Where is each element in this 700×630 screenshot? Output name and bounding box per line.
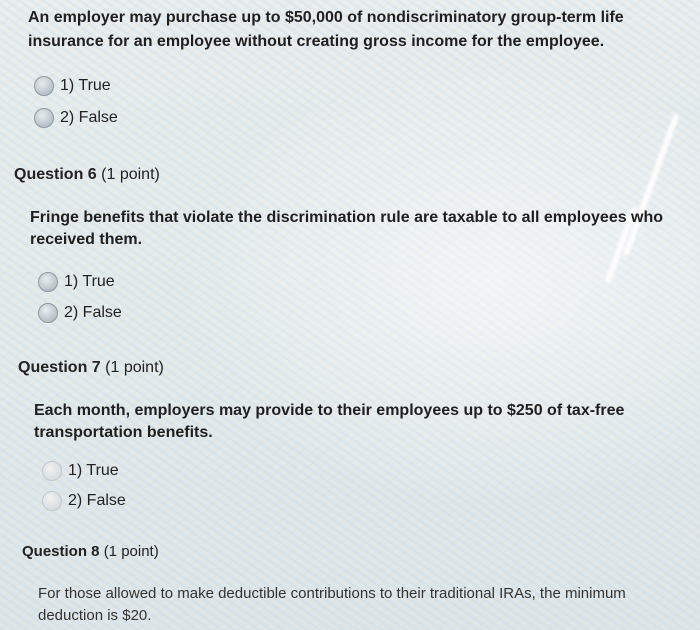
option-label: 1) True — [68, 462, 119, 479]
question-7-text: Each month, employers may provide to their employees up to $250 of tax-free transportation benefits. — [34, 402, 625, 441]
question-6-option-false[interactable] — [38, 303, 122, 323]
question-7-points: (1 point) — [105, 359, 164, 376]
question-8-points: (1 point) — [103, 543, 159, 560]
radio-button[interactable] — [38, 272, 58, 292]
question-7-option-true[interactable] — [42, 461, 119, 481]
question-5-text: An employer may purchase up to $50,000 of nondiscriminatory group-term life insurance for an employee without creating gross income for the employee. — [28, 9, 624, 50]
question-7-title: Question 7 — [18, 359, 101, 376]
question-8-title: Question 8 — [22, 543, 100, 560]
question-5-option-true[interactable] — [34, 76, 111, 96]
question-6-text: Fringe benefits that violate the discrimination rule are taxable to all employees who received them. — [30, 209, 664, 248]
option-label: 1) True — [60, 77, 111, 94]
option-label: 2) False — [64, 304, 122, 321]
question-5-option-false[interactable] — [34, 108, 118, 128]
question-7-option-false[interactable] — [42, 491, 126, 511]
question-8-text: For those allowed to make deductible contributions to their traditional IRAs, the minimum deduction is $20. — [38, 585, 626, 624]
radio-button[interactable] — [42, 491, 62, 511]
radio-button[interactable] — [34, 108, 54, 128]
option-label: 2) False — [68, 492, 126, 509]
option-label: 1) True — [64, 273, 115, 290]
question-6-title: Question 6 — [14, 166, 97, 183]
question-8-heading — [22, 543, 159, 560]
question-6-points: (1 point) — [101, 166, 160, 183]
radio-button[interactable] — [42, 461, 62, 481]
radio-button[interactable] — [38, 303, 58, 323]
radio-button[interactable] — [34, 76, 54, 96]
option-label: 2) False — [60, 109, 118, 126]
question-6-heading — [14, 166, 160, 184]
question-6-option-true[interactable] — [38, 272, 115, 292]
question-7-heading — [18, 359, 164, 377]
